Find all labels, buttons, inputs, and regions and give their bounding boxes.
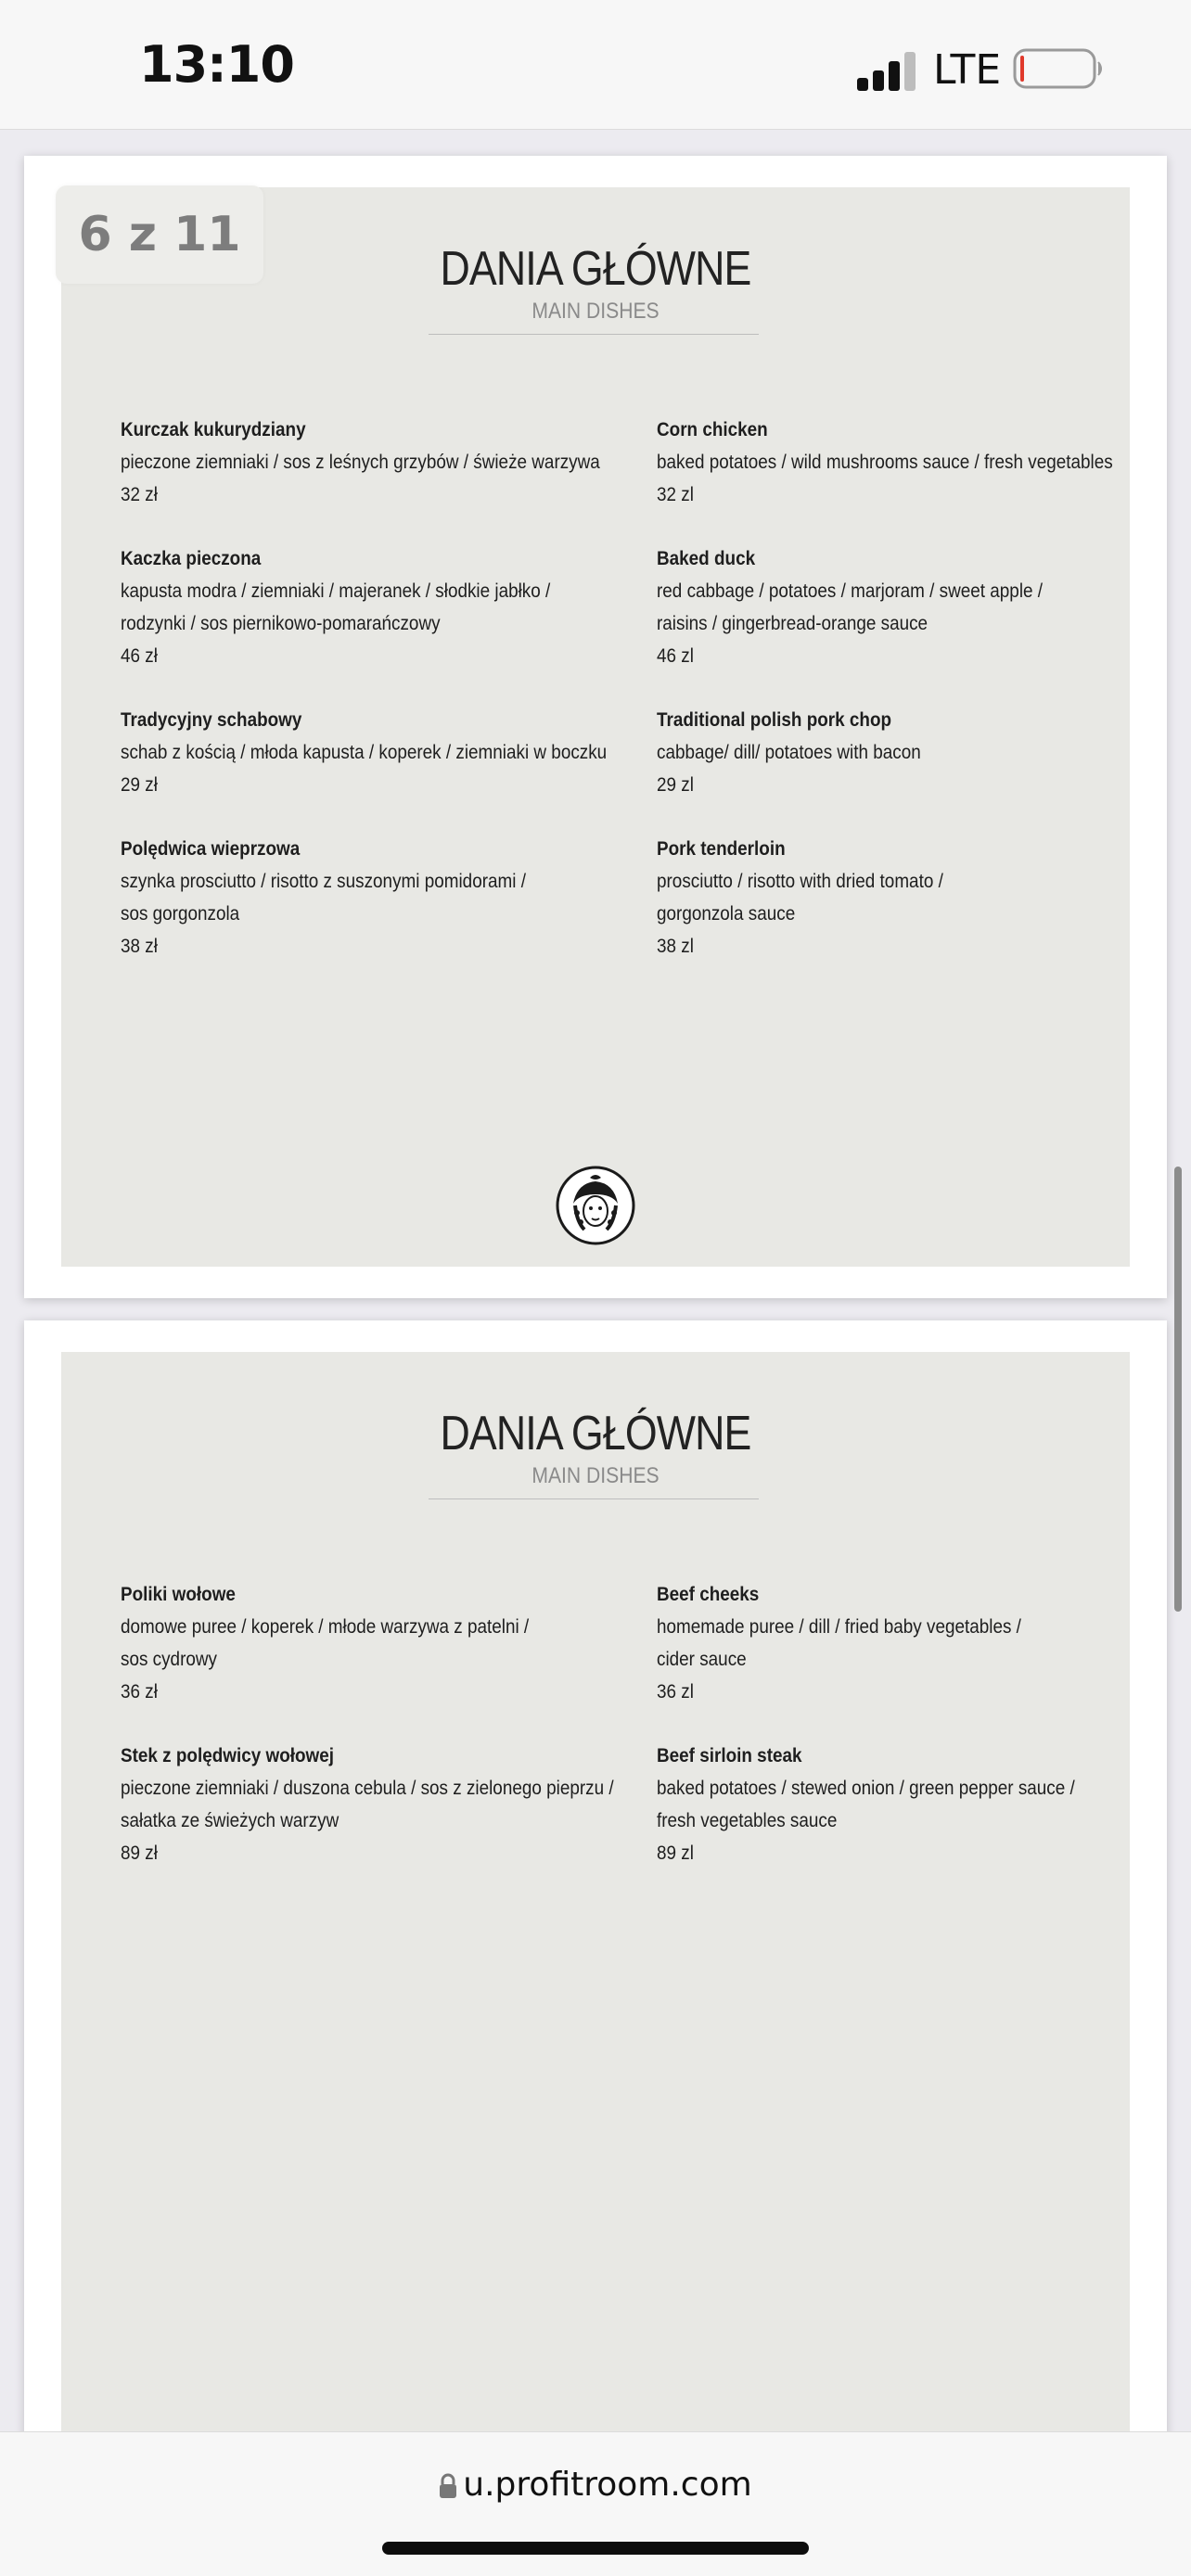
menu-item (121, 833, 526, 963)
dish-name: Corn chicken (657, 419, 768, 440)
dish-price: 46 zl (657, 645, 694, 667)
url-display[interactable] (0, 2466, 1191, 2504)
dish-description: prosciutto / risotto with dried tomato / (657, 871, 943, 892)
page-title: DANIA GŁÓWNE (440, 1407, 751, 1460)
menu-page-6 (24, 156, 1167, 1298)
url-text: u.profitroom.com (463, 2466, 752, 2504)
dish-description: sałatka ze świeżych warzyw (121, 1810, 339, 1831)
dish-name: Stek z polędwicy wołowej (121, 1745, 335, 1766)
dish-description: cider sauce (657, 1649, 747, 1670)
dish-price: 46 zł (121, 645, 158, 667)
menu-item (657, 704, 921, 801)
dish-name: Pork tenderloin (657, 838, 786, 860)
menu-item (121, 1578, 529, 1708)
menu-item (121, 542, 550, 672)
menu-item (121, 704, 607, 801)
page-title: DANIA GŁÓWNE (440, 242, 751, 296)
dish-price: 38 zł (121, 936, 158, 957)
menu-item (657, 833, 943, 963)
dish-description: szynka prosciutto / risotto z suszonymi pomidorami / (121, 871, 526, 892)
menu-page-7 (24, 1320, 1167, 2576)
dish-price: 36 zł (121, 1681, 158, 1702)
dish-description: homemade puree / dill / fried baby vegetables / (657, 1616, 1021, 1638)
dish-description: gorgonzola sauce (657, 903, 796, 925)
dish-name: Tradycyjny schabowy (121, 709, 302, 731)
status-time: 13:10 (139, 35, 294, 94)
dish-name: Baked duck (657, 548, 756, 569)
dish-description: fresh vegetables sauce (657, 1810, 838, 1831)
dish-price: 89 zł (121, 1843, 158, 1864)
dish-price: 32 zl (657, 484, 694, 505)
menu-item (657, 414, 1113, 511)
dish-description: schab z kością / młoda kapusta / koperek / ziemniaki w boczku (121, 742, 608, 763)
dish-description: kapusta modra / ziemniaki / majeranek / słodkie jabłko / (121, 580, 551, 602)
menu-item (121, 414, 600, 511)
dish-price: 32 zł (121, 484, 158, 505)
menu-sheet (61, 1352, 1130, 2576)
menu-item (657, 1740, 1075, 1869)
menu-item (121, 1740, 614, 1869)
page-subtitle: MAIN DISHES (531, 1463, 660, 1488)
browser-url-bar[interactable] (0, 2431, 1191, 2576)
dish-description: pieczone ziemniaki / sos z leśnych grzybów / świeże warzywa (121, 452, 600, 473)
dish-description: cabbage/ dill/ potatoes with bacon (657, 742, 921, 763)
dish-price: 29 zł (121, 774, 158, 796)
dish-name: Beef cheeks (657, 1584, 760, 1605)
dish-description: pieczone ziemniaki / duszona cebula / sos z zielonego pieprzu / (121, 1778, 614, 1799)
restaurant-logo-face-icon (555, 1165, 636, 1246)
dish-description: sos cydrowy (121, 1649, 217, 1670)
network-type: LTE (933, 46, 1002, 94)
dish-price: 29 zl (657, 774, 694, 796)
page-counter: 6 z 11 (56, 185, 263, 284)
page-subtitle: MAIN DISHES (531, 299, 660, 324)
menu-sheet (61, 187, 1130, 1267)
dish-description: red cabbage / potatoes / marjoram / sweet apple / (657, 580, 1044, 602)
dish-price: 38 zl (657, 936, 694, 957)
dish-description: domowe puree / koperek / młode warzywa z patelni / (121, 1616, 530, 1638)
dish-name: Beef sirloin steak (657, 1745, 802, 1766)
dish-description: raisins / gingerbread-orange sauce (657, 613, 928, 634)
title-divider (429, 1498, 759, 1499)
title-divider (429, 334, 759, 335)
status-bar (0, 0, 1191, 130)
home-indicator[interactable] (382, 2542, 809, 2555)
dish-name: Kaczka pieczona (121, 548, 262, 569)
dish-name: Polędwica wieprzowa (121, 838, 301, 860)
dish-description: sos gorgonzola (121, 903, 240, 925)
dish-description: baked potatoes / stewed onion / green pepper sauce / (657, 1778, 1075, 1799)
menu-item (657, 1578, 1021, 1708)
dish-name: Kurczak kukurydziany (121, 419, 306, 440)
dish-description: baked potatoes / wild mushrooms sauce / fresh vegetables (657, 452, 1113, 473)
lock-icon (439, 2473, 457, 2499)
dish-description: rodzynki / sos piernikowo-pomarańczowy (121, 613, 441, 634)
dish-price: 89 zl (657, 1843, 694, 1864)
menu-item (657, 542, 1043, 672)
page-scrollbar[interactable] (1174, 1167, 1182, 1612)
dish-name: Poliki wołowe (121, 1584, 236, 1605)
cellular-signal-icon (855, 52, 920, 91)
dish-price: 36 zl (657, 1681, 694, 1702)
battery-low-icon (1013, 48, 1106, 89)
dish-name: Traditional polish pork chop (657, 709, 892, 731)
